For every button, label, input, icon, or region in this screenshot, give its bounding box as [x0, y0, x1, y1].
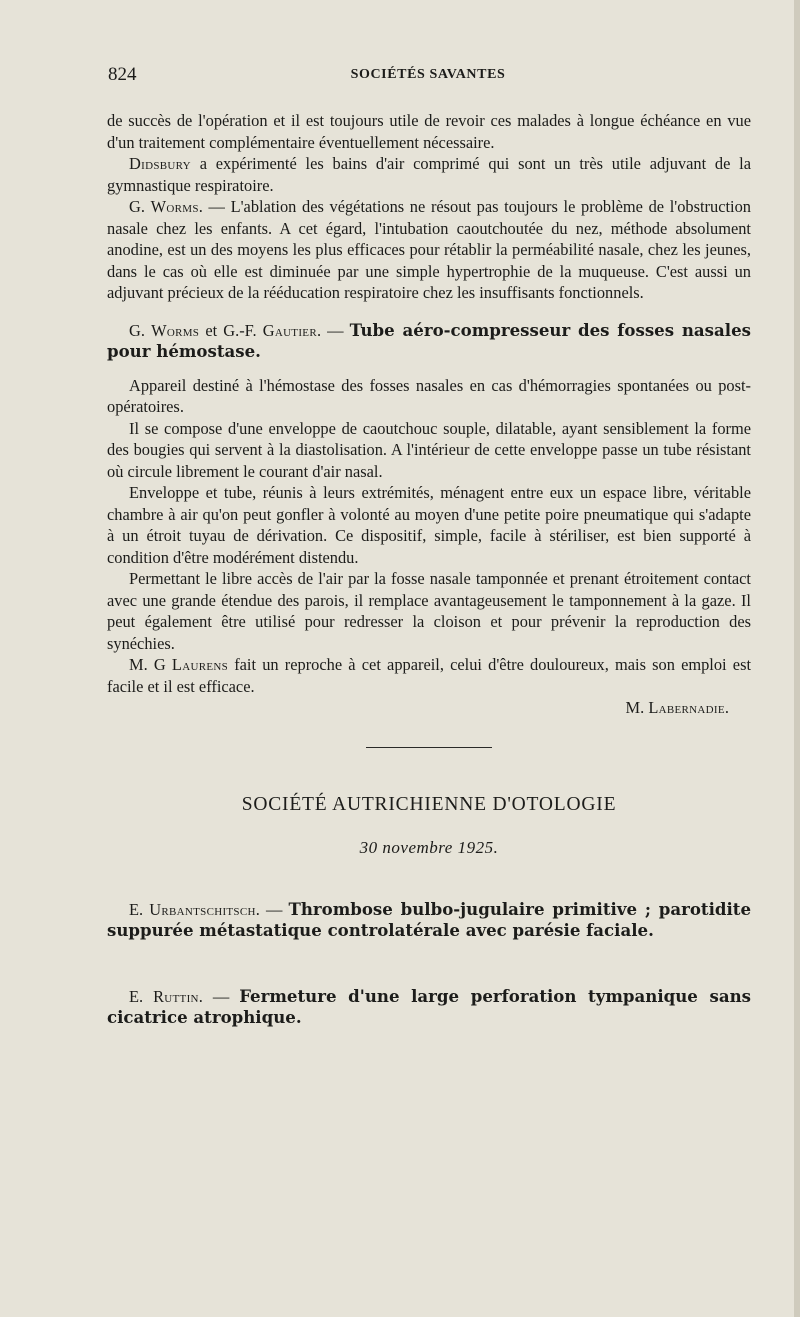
page-edge — [794, 0, 800, 1317]
author-name: Gautier — [262, 320, 317, 340]
paragraph: Permettant le libre accès de l'air par la fosse nasale tamponnée et prenant étroitement contact avec une grande étendue des parois, il remplace avantageusement le tamponnement à la gaze. Il peut également être utilisé pour redresser la cloison et pour prévenir la reproduction des synéchies. — [107, 569, 751, 653]
page-header — [108, 64, 748, 88]
author-name: Urbantschitsch — [149, 899, 256, 919]
article-heading — [107, 986, 751, 1029]
paragraph-text: a expérimenté les bains d'air comprimé qui sont un très utile adjuvant de la gymnastique respiratoire. — [107, 154, 751, 195]
author-initial: E. — [129, 899, 150, 919]
paragraph-text: fait un reproche à cet appareil, celui d'être douloureux, mais son emploi est facile et il est efficace. — [107, 655, 751, 696]
paragraph-continuation: de succès de l'opération et il est toujours utile de revoir ces malades à longue échéance en vue d'un traitement complémentaire éventuellement nécessaire. — [107, 111, 751, 152]
author-initial: G. — [129, 320, 152, 340]
heading-separator: . — — [255, 899, 289, 919]
article-heading — [107, 320, 751, 363]
author-name: Worms — [150, 197, 199, 216]
paragraph-text: . — L'ablation des végétations ne résout pas toujours le problème de l'obstruction nasale chez les enfants. A cet égard, l'intubation caoutchoutée du nez, méthode absolument anodine, est un des moyens les plus efficaces pour rétablir la perméabilité nasale, chez les jeunes, dans le cas où elle est diminuée par une simple hypertrophie de la muqueuse. C'est aussi un adjuvant précieux de la rééducation respiratoire chez les insuffisants fonctionnels. — [107, 197, 751, 302]
session-date: 30 novembre 1925. — [359, 838, 499, 857]
author-initial: G. — [129, 197, 151, 216]
author-initial: E. — [129, 986, 154, 1006]
paragraph-laurens — [107, 654, 751, 697]
heading-separator: . — — [316, 320, 350, 340]
author-name: Didsbury — [129, 154, 191, 173]
paragraph-didsbury — [107, 153, 751, 196]
author-name: Worms — [151, 320, 200, 340]
article-title: Thrombose bulbo-jugulaire primitive ; parotidite suppurée métastatique controlatérale avec parésie faciale. — [107, 898, 751, 940]
signature-initial: M. — [625, 698, 649, 717]
author-name: Ruttin — [153, 986, 199, 1006]
page-body — [107, 110, 751, 1029]
paragraph-worms — [107, 196, 751, 304]
section-divider — [366, 747, 492, 748]
paragraph: Appareil destiné à l'hémostase des fosses nasales en cas d'hémorragies spontanées ou post-opératoires. — [107, 375, 751, 416]
paragraph: Enveloppe et tube, réunis à leurs extrémités, ménagent entre eux un espace libre, véritable chambre à air qu'on peut gonfler à volonté au moyen d'une petite poire pneumatique qui s'adapte à un étroit tuyau de dérivation. Ce dispositif, simple, facile à stériliser, est bien supporté à condition d'être modérément distendu. — [107, 483, 751, 567]
running-title: SOCIÉTÉS SAVANTES — [350, 67, 506, 82]
signature-name: Labernadie — [648, 698, 725, 717]
author-initial: M. G — [129, 655, 172, 674]
author-name: Laurens — [171, 655, 229, 674]
heading-separator: . — — [198, 986, 240, 1006]
article-title: Fermeture d'une large perforation tympanique sans cicatrice atrophique. — [107, 985, 751, 1027]
article-title: Tube aéro-compresseur des fosses nasales pour hémostase. — [107, 319, 751, 361]
paragraph: Il se compose d'une enveloppe de caoutchouc souple, dilatable, ayant sensiblement la forme des bougies qui servent à la diastolisation. A l'intérieur de cette enveloppe passe un tube résistant où circule librement le courant d'air nasal. — [107, 418, 751, 481]
page-number: 824 — [108, 64, 137, 85]
signature — [107, 697, 751, 719]
signature-end: . — [724, 698, 729, 717]
society-title: SOCIÉTÉ AUTRICHIENNE D'OTOLOGIE — [241, 793, 617, 815]
author-join: et G.-F. — [199, 320, 263, 340]
article-heading — [107, 899, 751, 942]
